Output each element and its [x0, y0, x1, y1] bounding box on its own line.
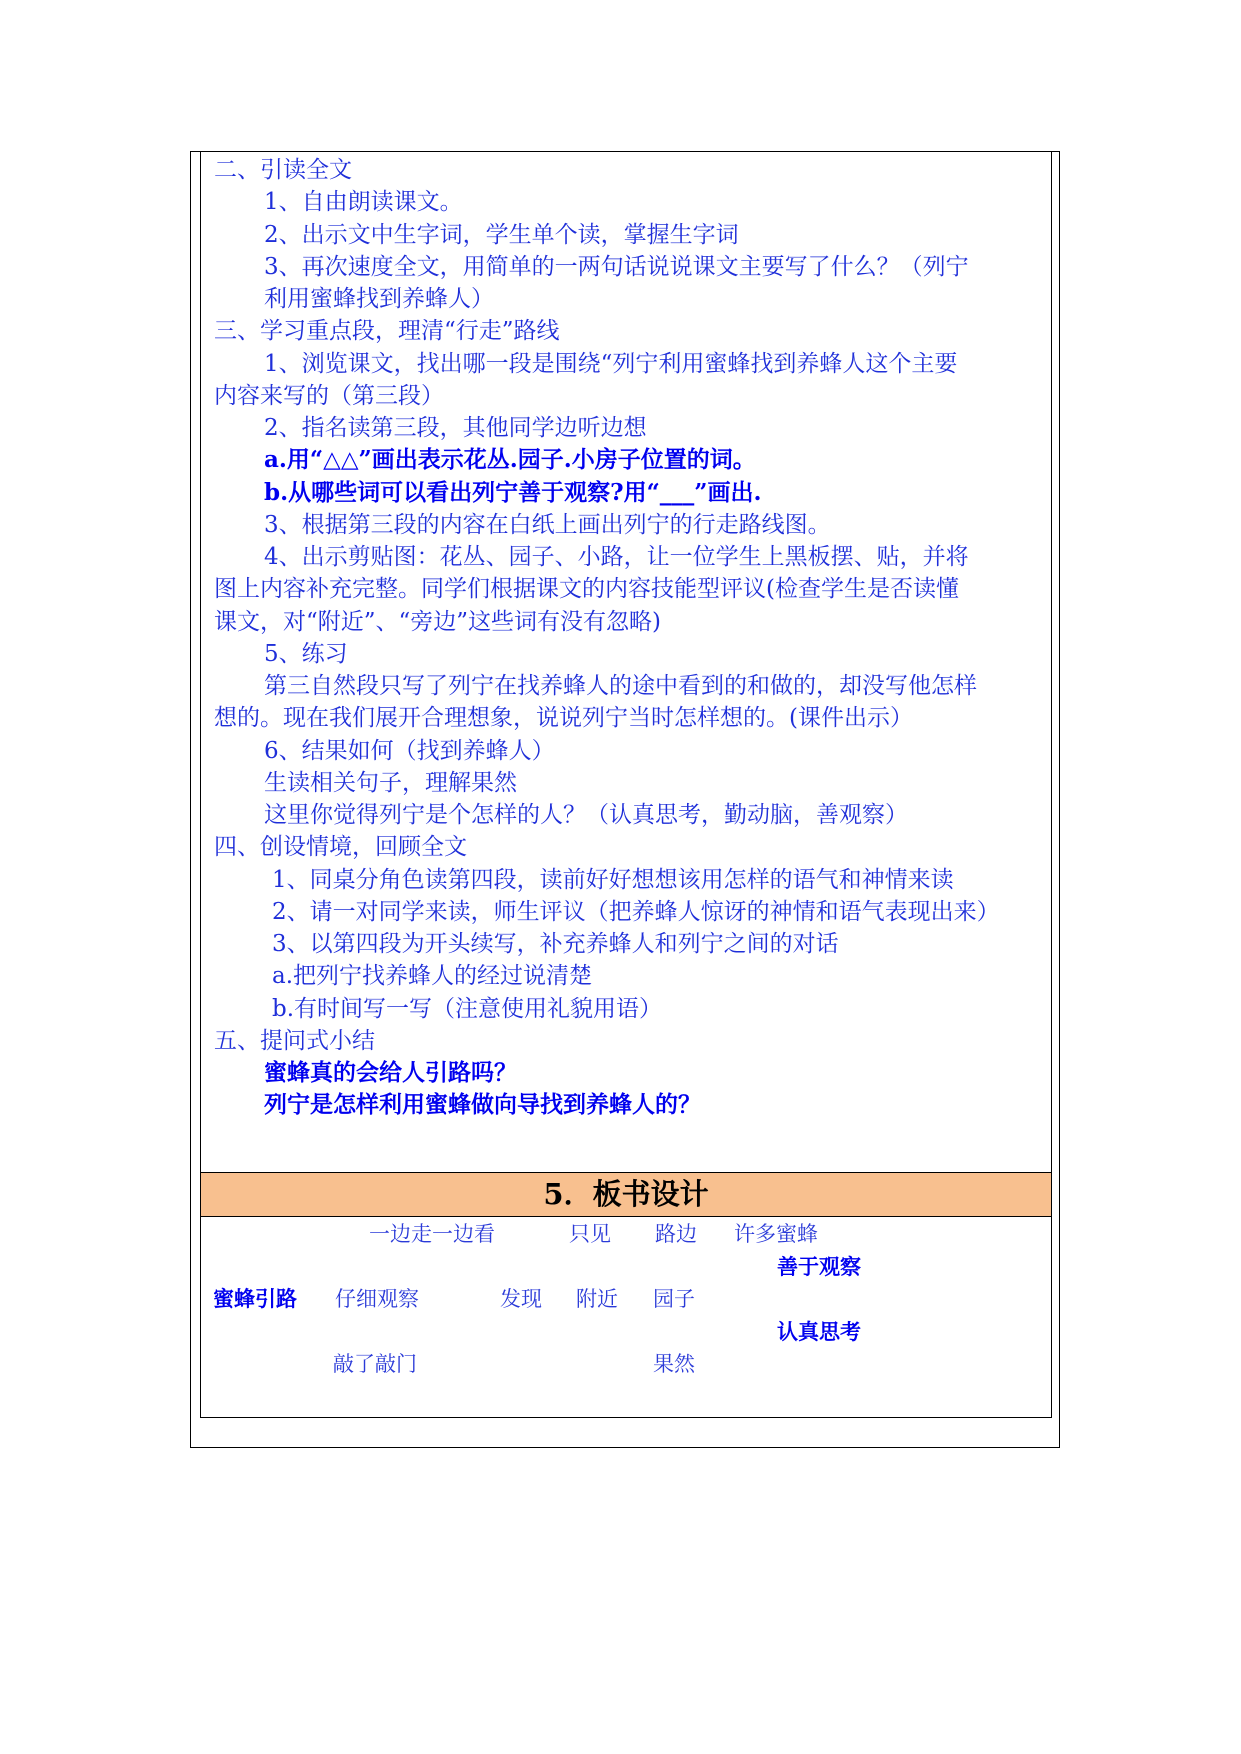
step-text: 第三自然段只写了列宁在找养蜂人的途中看到的和做的，却没写他怎样 — [264, 673, 977, 699]
step-text: 生读相关句子，理解果然 — [264, 770, 517, 796]
step-text: 1、同桌分角色读第四段，读前好好想想该用怎样的语气和神情来读 — [272, 867, 954, 893]
step-text: 1、浏览课文，找出哪一段是围绕“列宁利用蜜蜂找到养蜂人这个主要 — [264, 351, 958, 377]
summary-question: 蜜蜂真的会给人引路吗？ — [264, 1059, 517, 1086]
step-text: 利用蜜蜂找到养蜂人） — [264, 286, 494, 312]
step-text: 2、指名读第三段，其他同学边听边想 — [264, 415, 647, 441]
step-text: 1、自由朗读课文。 — [264, 189, 463, 215]
board-text: 附近 — [576, 1287, 618, 1311]
step-text: b.有时间写一写（注意使用礼貌用语） — [272, 996, 663, 1022]
board-text: 仔细观察 — [335, 1287, 419, 1311]
board-keyword: 认真思考 — [777, 1319, 861, 1344]
step-text: 内容来写的（第三段） — [214, 383, 444, 409]
board-text: 一边走一边看 — [369, 1222, 495, 1246]
step-text: 3、以第四段为开头续写，补充养蜂人和列宁之间的对话 — [272, 931, 839, 957]
board-text: 路边 — [655, 1222, 697, 1246]
step-text: 5、练习 — [264, 641, 348, 667]
task-b: b.从哪些词可以看出列宁善于观察?用“___”画出. — [264, 479, 762, 506]
step-text: 4、出示剪贴图：花丛、园子、小路，让一位学生上黑板摆、贴，并将 — [264, 544, 969, 570]
step-text: 3、根据第三段的内容在白纸上画出列宁的行走路线图。 — [264, 512, 831, 538]
section-title: 5．板书设计 — [543, 1177, 709, 1211]
step-text: 6、结果如何（找到养蜂人） — [264, 738, 555, 764]
section-title-band — [201, 1172, 1051, 1217]
board-text: 许多蜜蜂 — [734, 1222, 818, 1246]
board-text: 只见 — [569, 1222, 611, 1246]
board-text: 发现 — [500, 1287, 542, 1311]
step-text: 3、再次速度全文，用简单的一两句话说说课文主要写了什么？（列宁 — [264, 254, 969, 280]
section-heading-4: 四、创设情境，回顾全文 — [214, 834, 467, 860]
section-heading-3: 三、学习重点段，理清“行走”路线 — [214, 318, 560, 344]
board-text: 敲了敲门 — [333, 1352, 417, 1376]
step-text: 2、出示文中生字词，学生单个读，掌握生字词 — [264, 222, 739, 248]
task-a: a.用“△△”画出表示花丛.园子.小房子位置的词。 — [264, 446, 756, 473]
board-text: 果然 — [653, 1352, 695, 1376]
section-heading-5: 五、提问式小结 — [214, 1028, 375, 1054]
board-keyword: 善于观察 — [777, 1254, 861, 1279]
section-heading-2: 二、引读全文 — [214, 157, 352, 183]
step-text: 想的。现在我们展开合理想象，说说列宁当时怎样想的。(课件出示） — [214, 705, 913, 731]
step-text: 图上内容补充完整。同学们根据课文的内容技能型评议(检查学生是否读懂 — [214, 576, 959, 602]
board-title: 蜜蜂引路 — [213, 1286, 297, 1311]
step-text: 这里你觉得列宁是个怎样的人？（认真思考，勤动脑，善观察） — [264, 802, 908, 828]
step-text: 2、请一对同学来读，师生评议（把养蜂人惊讶的神情和语气表现出来） — [272, 899, 1000, 925]
board-text: 园子 — [653, 1287, 695, 1311]
step-text: 课文，对“附近”、“旁边”这些词有没有忽略) — [214, 609, 662, 635]
step-text: a.把列宁找养蜂人的经过说清楚 — [272, 963, 593, 989]
summary-question: 列宁是怎样利用蜜蜂做向导找到养蜂人的？ — [264, 1091, 701, 1118]
